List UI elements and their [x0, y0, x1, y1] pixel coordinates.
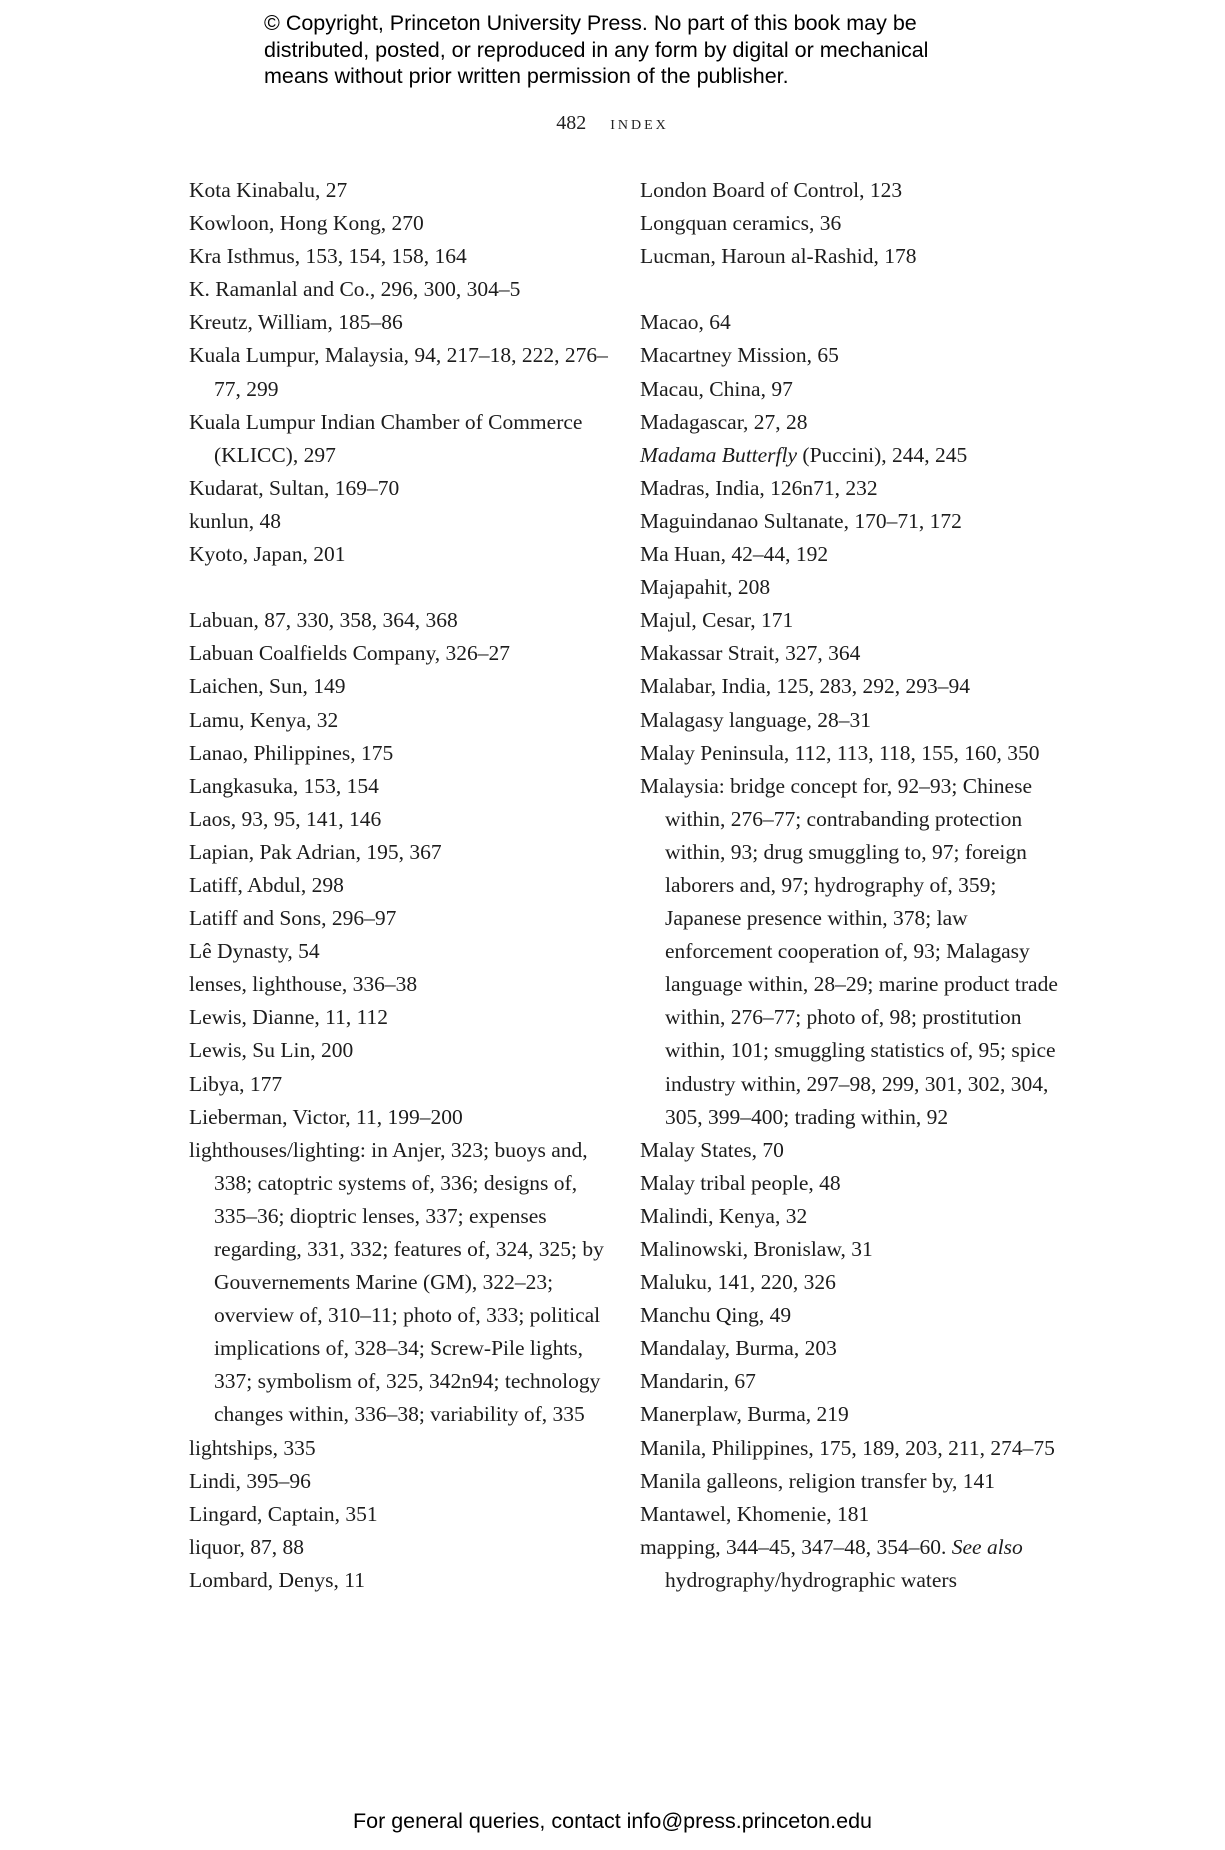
index-entry: Kota Kinabalu, 27	[189, 178, 348, 202]
entry-text: (Puccini), 244, 245	[797, 442, 968, 467]
index-entry: lightships, 335	[189, 1435, 316, 1460]
index-entry: Manila, Philippines, 175, 189, 203, 211, 274–75	[640, 1435, 1055, 1460]
index-entry	[640, 439, 1070, 472]
copyright-line: means without prior written permission of the publisher.	[264, 64, 789, 88]
index-entry: Majul, Cesar, 171	[640, 608, 794, 633]
index-entry: Mantawel, Khomenie, 181	[640, 1501, 870, 1526]
index-entry: Malinowski, Bronislaw, 31	[640, 1237, 873, 1261]
index-entry: Ma Huan, 42–44, 192	[640, 542, 829, 567]
index-entry	[640, 1531, 1070, 1597]
index-entry: Kreutz, William, 185–86	[189, 310, 403, 335]
index-entry: London Board of Control, 123	[640, 178, 903, 202]
index-entry: Malay tribal people, 48	[640, 1170, 841, 1195]
index-entry: Madras, India, 126n71, 232	[640, 475, 878, 500]
index-entry: Macau, China, 97	[640, 376, 793, 401]
index-entry: Libya, 177	[189, 1071, 283, 1096]
entry-text: mapping, 344–45, 347–48, 354–60.	[640, 1534, 952, 1559]
entry-text: hydrography/hydrographic waters	[665, 1567, 957, 1592]
index-entry: Macao, 64	[640, 310, 731, 335]
index-entry: Latiff and Sons, 296–97	[189, 906, 397, 931]
copyright-line: © Copyright, Princeton University Press. No part of this book may be	[264, 11, 917, 35]
index-entry: Malaysia: bridge concept for, 92–93; Chinese within, 276–77; contrabanding protection within, 93; drug smuggling to, 97; foreign laborers and, 97; hydrography of, 359; Japanese presence within, 378; law enforcement cooperation of, 93; Malagasy language within, 28–29; marine product trade within, 276–77; photo of, 98; prostitution within, 101; smuggling statistics of, 95; spice industry within, 297–98, 299, 301, 302, 304, 305, 399–400; trading within, 92	[640, 773, 1058, 1129]
index-entry: Kudarat, Sultan, 169–70	[189, 475, 400, 500]
index-entry: Malabar, India, 125, 283, 292, 293–94	[640, 674, 970, 699]
index-entry: Mandalay, Burma, 203	[640, 1336, 837, 1361]
index-entry: liquor, 87, 88	[189, 1534, 304, 1559]
index-entry: Lucman, Haroun al-Rashid, 178	[640, 244, 917, 269]
index-entry: Lamu, Kenya, 32	[189, 707, 339, 732]
index-entry: Lewis, Dianne, 11, 112	[189, 1005, 389, 1030]
index-entry: Lingard, Captain, 351	[189, 1501, 378, 1526]
index-entry: Kuala Lumpur Indian Chamber of Commerce (KLICC), 297	[189, 409, 583, 467]
index-entry: Maguindanao Sultanate, 170–71, 172	[640, 508, 962, 533]
see-also-italic: See also	[951, 1534, 1023, 1559]
index-entry: Labuan, 87, 330, 358, 364, 368	[189, 608, 458, 633]
index-entry: Kra Isthmus, 153, 154, 158, 164	[189, 244, 467, 269]
index-entry: Labuan Coalfields Company, 326–27	[189, 641, 511, 666]
index-entry: K. Ramanlal and Co., 296, 300, 304–5	[189, 277, 521, 302]
index-entry: Kyoto, Japan, 201	[189, 542, 346, 567]
index-entry: Kowloon, Hong Kong, 270	[189, 211, 424, 236]
index-entry: kunlun, 48	[189, 508, 281, 533]
index-entry: lenses, lighthouse, 336–38	[189, 972, 418, 997]
index-entry: Macartney Mission, 65	[640, 343, 839, 368]
index-entry: Majapahit, 208	[640, 575, 771, 600]
index-entry: Malay States, 70	[640, 1137, 784, 1162]
page-number: 482	[556, 112, 587, 134]
title-italic: Madama Butterfly	[640, 442, 798, 467]
copyright-notice	[264, 10, 1024, 90]
index-entry: Lapian, Pak Adrian, 195, 367	[189, 839, 442, 864]
running-head	[0, 112, 1225, 135]
index-entry: Lewis, Su Lin, 200	[189, 1038, 354, 1063]
index-entry: Maluku, 141, 220, 326	[640, 1270, 836, 1295]
index-entry: Lombard, Denys, 11	[189, 1567, 365, 1592]
index-entry: Manchu Qing, 49	[640, 1303, 792, 1328]
index-entry: Manerplaw, Burma, 219	[640, 1402, 849, 1427]
index-entry: Makassar Strait, 327, 364	[640, 641, 861, 666]
copyright-line: distributed, posted, or reproduced in any form by digital or mechanical	[264, 37, 929, 62]
index-entry: Kuala Lumpur, Malaysia, 94, 217–18, 222, 276–77, 299	[189, 343, 608, 401]
index-entry: Lanao, Philippines, 175	[189, 740, 394, 765]
index-entry: Malay Peninsula, 112, 113, 118, 155, 160, 350	[640, 740, 1040, 765]
index-entry: Mandarin, 67	[640, 1369, 756, 1394]
index-entry: Laichen, Sun, 149	[189, 674, 346, 699]
index-column-right	[640, 174, 1070, 1597]
index-entry: Manila galleons, religion transfer by, 141	[640, 1468, 996, 1493]
index-entry: Longquan ceramics, 36	[640, 211, 842, 236]
section-title: index	[610, 112, 669, 134]
footer-contact: For general queries, contact info@press.princeton.edu	[352, 1809, 872, 1833]
index-entry: Lieberman, Victor, 11, 199–200	[189, 1104, 463, 1129]
index-entry: Malagasy language, 28–31	[640, 707, 872, 732]
index-entry: Langkasuka, 153, 154	[189, 773, 379, 798]
index-entry: Laos, 93, 95, 141, 146	[189, 806, 382, 831]
index-entry: Lindi, 395–96	[189, 1468, 311, 1493]
index-entry: Latiff, Abdul, 298	[189, 872, 344, 897]
index-entry: lighthouses/lighting: in Anjer, 323; buoys and, 338; catoptric systems of, 336; designs of, 335–36; dioptric lenses, 337; expenses regarding, 331, 332; features of, 324, 325; by Gouvernements Marine (GM), 322–23; overview of, 310–11; photo of, 333; political implications of, 328–34; Screw-Pile lights, 337; symbolism of, 325, 342n94; technology changes within, 336–38; variability of, 335	[189, 1137, 604, 1427]
index-entry: Madagascar, 27, 28	[640, 409, 808, 434]
index-entry: Lê Dynasty, 54	[189, 939, 320, 964]
index-entry: Malindi, Kenya, 32	[640, 1203, 808, 1228]
index-column-left	[189, 174, 609, 1597]
